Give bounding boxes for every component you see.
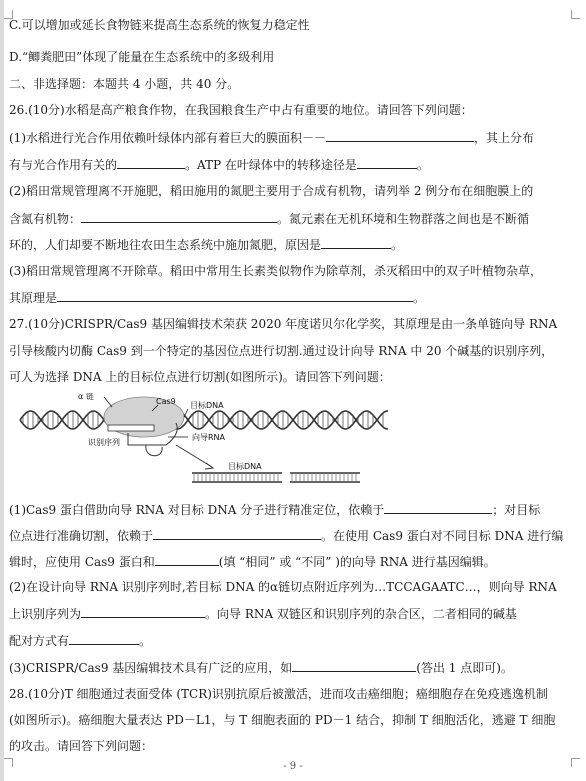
hybrid-region [108,425,154,431]
q27-stem-line2: 引导核酸内切酶 Cas9 到一个特定的基因位点进行切割.通过设计向导 RNA 中 20 个碱基的识别序列， [9,344,554,358]
corner-mark [571,758,580,767]
q27-part3: (3)CRISPR/Cas9 基因编辑技术具有广泛的应用，如 (答出 1 点即可)。 [9,658,572,677]
q26-part2-line3: 环的，人们却要不断地往农田生态系统中施加氮肥，原因是 。 [9,235,572,254]
answer-blank[interactable] [153,526,321,540]
q27-stem-line1: 27.(10分)CRISPR/Cas9 基因编辑技术荣获 2020 年度诺贝尔化学奖，其原理是由一条单链向导 RNA [9,317,558,331]
label-recognition-sequence: 识别序列 [88,438,120,447]
q26-part2-line1: (2)稻田常规管理离不开施肥，稻田施用的氮肥主要用于合成有机物，请列举 2 例分布在细胞膜上的 [9,184,534,198]
label-target-dna-cut: 目标DNA [228,462,262,471]
answer-blank[interactable] [384,500,492,514]
answer-blank[interactable] [69,631,139,645]
label-guide-rna: 向导RNA [192,433,226,442]
q27-part2-line1: (2)在设计向导 RNA 识别序列时,若目标 DNA 的α链切点附近序列为…TCCAGAATC…，则向导 RNA [9,580,557,594]
crispr-figure [16,393,576,493]
q27-part2-line3: 配对方式有 。 [9,631,572,650]
answer-blank[interactable] [117,155,185,169]
answer-blank[interactable] [326,128,474,142]
option-c: C.可以增加或延长食物链来提高生态系统的恢复力稳定性 [9,18,310,32]
q26-part2-line2: 含氮有机物： 。氮元素在无机环境和生物群落之间也是不断循 [9,209,572,228]
answer-blank[interactable] [81,604,205,618]
target-dna-pointer [184,409,188,417]
label-cas9: Cas9 [156,397,176,406]
q26-part3-line2: 其原理是 。 [9,288,572,307]
q28-stem-line2: (如图所示)。癌细胞大量表达 PD－L1，与 T 细胞表面的 PD－1 结合，抑制 T 细胞活化，逃避 T 细胞 [9,713,556,727]
q26-part1-line2: 有与光合作用有关的 。ATP 在叶绿体中的转移途径是 。 [9,155,572,174]
q26-stem: 26.(10分)水稻是高产粮食作物，在我国粮食生产中占有重要的地位。请回答下列问题： [9,103,473,117]
answer-blank[interactable] [57,288,413,302]
page-edge [0,0,4,781]
q27-part1-line1: (1)Cas9 蛋白借助向导 RNA 对目标 DNA 分子进行精准定位，依赖于 ；对目标 [9,500,572,519]
q27-part1-line3: 辑时，应使用 Cas9 蛋白和 (填 “相同” 或 “不同” )的向导 RNA 进行基因编辑。 [9,552,572,571]
answer-blank[interactable] [321,235,391,249]
q27-part1-line2: 位点进行准确切割，依赖于 。在使用 Cas9 蛋白对不同目标 DNA 进行编 [9,526,572,545]
q27-stem-line3: 可人为选择 DNA 上的目标位点进行切割(如图所示)。请回答下列问题： [9,370,391,384]
q28-stem-line3: 的攻击。请回答下列问题： [9,739,154,753]
answer-blank[interactable] [357,155,417,169]
alpha-chain-pointer [104,397,112,407]
q26-part3-line1: (3)稻田常规管理离不开除草。稻田中常用生长素类似物作为除草剂，杀灭稻田中的双子叶植物杂草， [9,264,543,278]
label-alpha-chain: α 链 [78,393,94,401]
option-d: D.“鲫粪肥田”体现了能量在生态系统中的多级利用 [9,50,275,64]
guide-rna-loop [146,445,162,456]
answer-blank[interactable] [81,209,277,223]
corner-mark [571,10,580,19]
page-number: - 9 - [283,761,303,772]
dna-double-helix [20,411,388,429]
q28-stem-line1: 28.(10分)T 细胞通过表面受体 (TCR)识别抗原后被激活，进而攻击癌细胞；癌细胞存在免疫逃逸机制 [9,687,548,701]
label-target-dna: 目标DNA [190,401,224,410]
section-title: 二、非选择题：本题共 4 小题，共 40 分。 [9,77,240,91]
answer-blank[interactable] [155,552,219,566]
corner-mark [4,758,13,767]
q27-part2-line2: 上识别序列为 。向导 RNA 双链区和识别序列的杂合区，二者相同的碱基 [9,604,572,623]
q26-part1-line1: (1)水稻进行光合作用依赖叶绿体内部有着巨大的膜面积－－ ，其上分布 [9,128,572,147]
cut-dna-fragments [192,473,360,482]
crispr-diagram [16,393,576,493]
answer-blank[interactable] [292,658,416,672]
